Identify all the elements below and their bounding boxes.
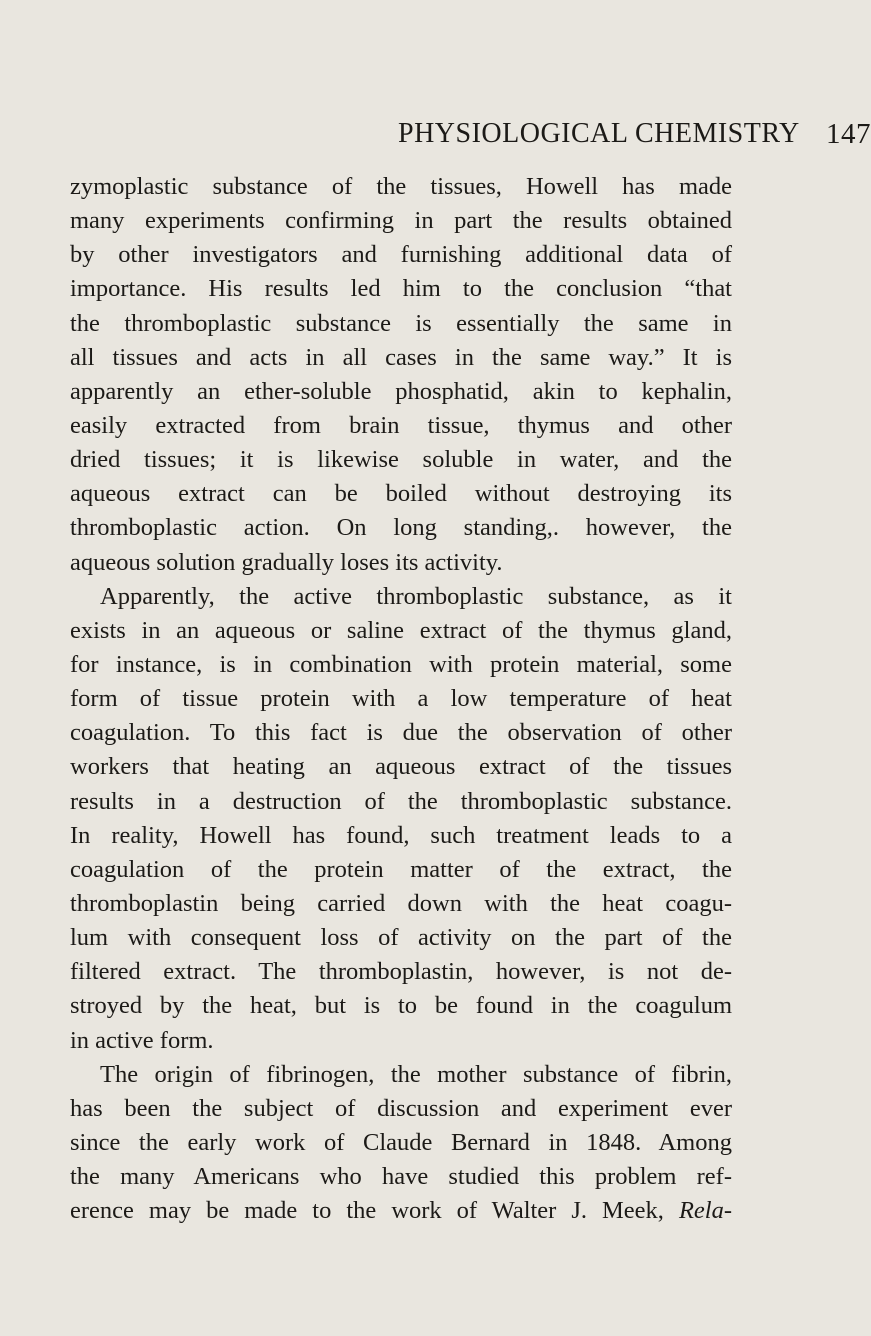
text-line: results in a destruction of the thromboplastic substance.	[70, 787, 732, 815]
text-line: for instance, is in combination with protein material, some	[70, 650, 732, 678]
text-line: coagulation. To this fact is due the observation of other	[70, 719, 732, 747]
text-line: filtered extract. The thromboplastin, however, is not de-	[70, 958, 732, 986]
text-line: In reality, Howell has found, such treatment leads to a	[70, 821, 732, 849]
text-line: easily extracted from brain tissue, thymus and other	[70, 411, 732, 439]
text-line: the many Americans who have studied this problem ref-	[70, 1163, 732, 1191]
text-line: importance. His results led him to the conclusion “that	[70, 275, 732, 303]
text-line: zymoplastic substance of the tissues, Howell has made	[70, 173, 732, 200]
text-line: apparently an ether-soluble phosphatid, akin to kephalin,	[70, 377, 732, 405]
text-line: in active form.	[70, 1026, 214, 1054]
text-line: has been the subject of discussion and experiment ever	[70, 1094, 732, 1122]
text-line: workers that heating an aqueous extract of the tissues	[70, 753, 732, 781]
text-line: thromboplastic action. On long standing,. however, the	[70, 514, 732, 542]
text-line: aqueous extract can be boiled without destroying its	[70, 480, 732, 508]
paragraph-1	[70, 170, 732, 580]
text-line-start: erence may be made to the work of Walter J. Meek,	[70, 1197, 679, 1225]
paragraph-2	[70, 580, 732, 1058]
text-line-with-italic	[70, 1194, 732, 1228]
text-line: the thromboplastic substance is essentially the same in	[70, 309, 732, 337]
body-text	[70, 170, 732, 1228]
italic-title-fragment: Rela-	[678, 1197, 732, 1225]
text-line: lum with consequent loss of activity on the part of the	[70, 924, 732, 952]
text-line: aqueous solution gradually loses its activity.	[70, 548, 503, 576]
text-line: stroyed by the heat, but is to be found in the coagulum	[70, 992, 732, 1020]
text-line: exists in an aqueous or saline extract of the thymus gland,	[70, 616, 732, 644]
text-line: Apparently, the active thromboplastic substance, as it	[100, 582, 732, 610]
page-number: 147	[826, 118, 871, 150]
text-line: dried tissues; it is likewise soluble in water, and the	[70, 446, 732, 474]
text-line: all tissues and acts in all cases in the same way.” It is	[70, 343, 732, 371]
running-title: PHYSIOLOGICAL CHEMISTRY	[398, 118, 800, 149]
text-line: many experiments confirming in part the results obtained	[70, 207, 732, 235]
text-line: form of tissue protein with a low temperature of heat	[70, 685, 732, 713]
paragraph-3	[70, 1058, 732, 1229]
text-line: since the early work of Claude Bernard in 1848. Among	[70, 1128, 732, 1156]
running-head	[398, 114, 871, 154]
text-line: coagulation of the protein matter of the extract, the	[70, 855, 732, 883]
text-line: by other investigators and furnishing additional data of	[70, 241, 732, 269]
text-line: The origin of fibrinogen, the mother substance of fibrin,	[100, 1060, 732, 1088]
text-line: thromboplastin being carried down with the heat coagu-	[70, 889, 732, 917]
